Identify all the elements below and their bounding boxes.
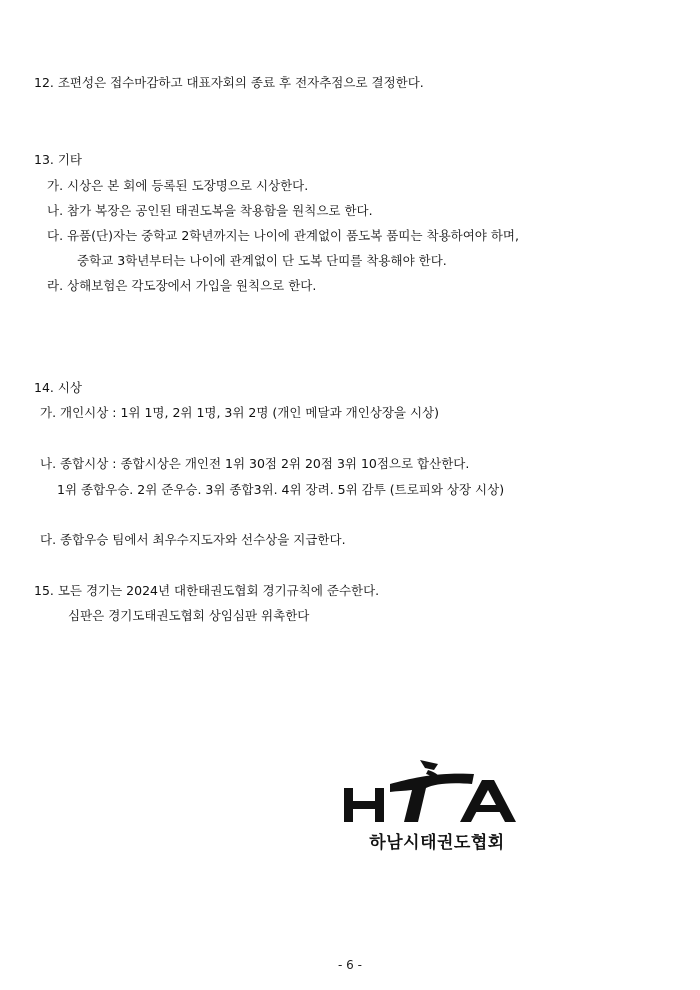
section-13-item-ra: 라. 상해보험은 각도장에서 가입을 원칙으로 한다. [47,278,317,293]
hta-logo [342,758,532,858]
section-14-item-da: 다. 종합우승 팀에서 최우수지도자와 선수상을 지급한다. [40,532,346,547]
section-14-item-na-line1: 나. 종합시상 : 종합시상은 개인전 1위 30점 2위 20점 3위 10점으로 합산한다. [40,456,470,471]
section-14-item-ga: 가. 개인시상 : 1위 1명, 2위 1명, 3위 2명 (개인 메달과 개인상장을 시상) [40,405,440,420]
logo-association-name: 하남시태권도협회 [369,833,505,853]
section-14-heading: 14. 시상 [34,380,83,395]
section-14-item-na-line2: 1위 종합우승. 2위 준우승. 3위 종합3위. 4위 장려. 5위 감투 (트로피와 상장 시상) [57,482,505,497]
section-13-item-da-line1: 다. 유품(단)자는 중학교 2학년까지는 나이에 관계없이 품도복 품띠는 착용하여야 하며, [47,228,519,243]
section-13-item-da-line2: 중학교 3학년부터는 나이에 관계없이 단 도복 단띠를 착용해야 한다. [77,253,447,268]
section-13-heading: 13. 기타 [34,152,83,167]
page-number: - 6 - [338,958,362,972]
hta-logo-mark [342,758,532,828]
section-13-item-na: 나. 참가 복장은 공인된 태권도복을 착용함을 원칙으로 한다. [47,203,373,218]
section-15-line2: 심판은 경기도태권도협회 상임심판 위촉한다 [68,608,310,623]
section-12-line: 12. 조편성은 접수마감하고 대표자회의 종료 후 전자추점으로 결정한다. [34,75,424,90]
section-15-line1: 15. 모든 경기는 2024년 대한태권도협회 경기규칙에 준수한다. [34,583,380,598]
section-13-item-ga: 가. 시상은 본 회에 등록된 도장명으로 시상한다. [47,178,309,193]
